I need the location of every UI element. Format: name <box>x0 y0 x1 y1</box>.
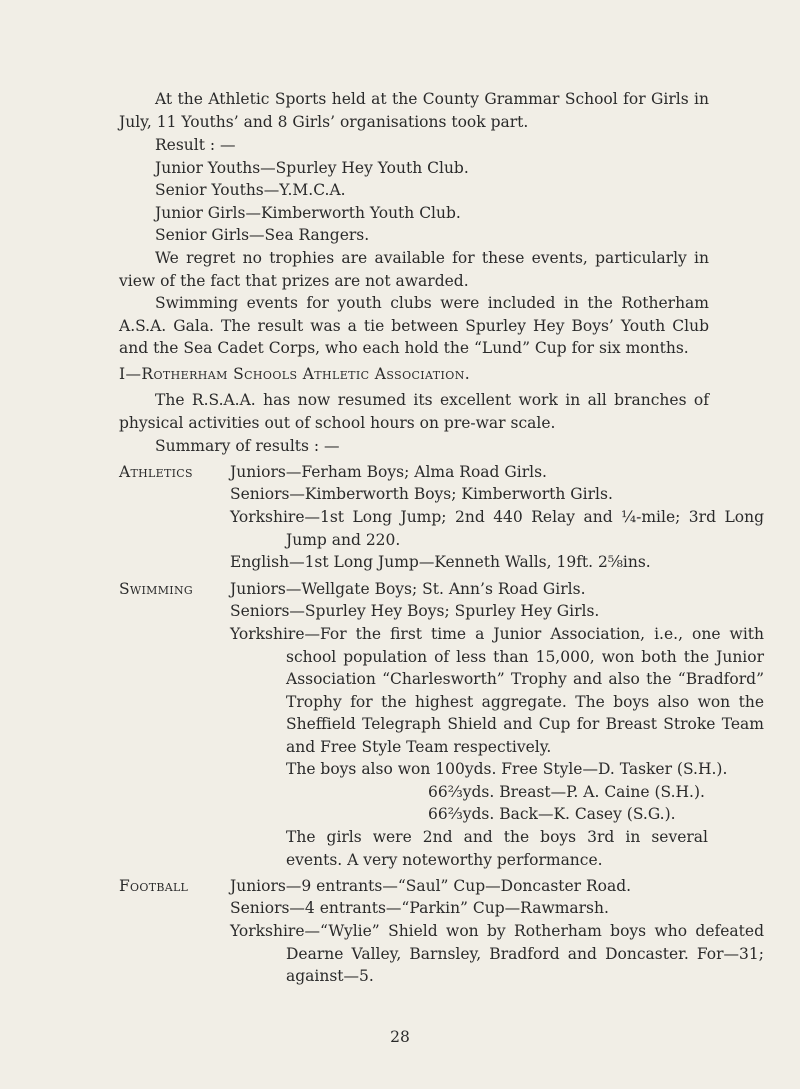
swimming-seniors: Seniors—Spurley Hey Boys; Spurley Hey Girls. <box>230 602 600 620</box>
result-junior-girls: Junior Girls—Kimberworth Youth Club. <box>155 204 461 222</box>
result-junior-youths: Junior Youths—Spurley Hey Youth Club. <box>155 159 469 177</box>
athletics-seniors: Seniors—Kimberworth Boys; Kimberworth Girls. <box>230 485 613 503</box>
athletics-label: Athletics <box>119 463 193 481</box>
swimming-free-style: The boys also won 100yds. Free Style—D. Tasker (S.H.). <box>286 760 728 778</box>
page-number: 28 <box>390 1028 410 1046</box>
swimming-juniors: Juniors—Wellgate Boys; St. Ann’s Road Girls. <box>230 580 586 598</box>
swimming-girls: The girls were 2nd and the boys 3rd in several events. A very noteworthy performance. <box>286 828 708 869</box>
swimming-label: Swimming <box>119 580 193 598</box>
regret-paragraph: We regret no trophies are available for these events, particularly in view of the fact that prizes are not awarded. <box>119 249 709 290</box>
result-senior-youths: Senior Youths—Y.M.C.A. <box>155 181 346 199</box>
football-seniors: Seniors—4 entrants—“Parkin” Cup—Rawmarsh. <box>230 899 609 917</box>
athletics-english: English—1st Long Jump—Kenneth Walls, 19ft. 2⅝ins. <box>230 553 651 571</box>
swimming-back: 66⅔yds. Back—K. Casey (S.G.). <box>428 805 676 823</box>
football-juniors: Juniors—9 entrants—“Saul” Cup—Doncaster Road. <box>230 877 632 895</box>
result-label: Result : — <box>155 136 236 154</box>
intro-paragraph: At the Athletic Sports held at the County Grammar School for Girls in July, 11 Youths’ and 8 Girls’ organisations took part. <box>119 90 709 131</box>
athletics-yorkshire: Yorkshire—1st Long Jump; 2nd 440 Relay and ¼-mile; 3rd Long Jump and 220. <box>230 508 764 549</box>
swimming-breast: 66⅔yds. Breast—P. A. Caine (S.H.). <box>428 783 705 801</box>
rsaa-paragraph: The R.S.A.A. has now resumed its excellent work in all branches of physical activities out of school hours on pre-war scale. <box>119 391 709 432</box>
athletics-juniors: Juniors—Ferham Boys; Alma Road Girls. <box>230 463 547 481</box>
football-yorkshire: Yorkshire—“Wylie” Shield won by Rotherham boys who defeated Dearne Valley, Barnsley, Bradford and Doncaster. For—31; against—5. <box>230 922 764 985</box>
section-heading: I—Rotherham Schools Athletic Association. <box>119 365 471 383</box>
swimming-events-paragraph: Swimming events for youth clubs were included in the Rotherham A.S.A. Gala. The result was a tie between Spurley Hey Boys’ Youth Club and the Sea Cadet Corps, who each hold the “Lund” Cup for six months. <box>119 294 709 357</box>
summary-label: Summary of results : — <box>155 437 340 455</box>
swimming-yorkshire: Yorkshire—For the first time a Junior Association, i.e., one with school population of less than 15,000, won both the Junior Association “Charlesworth” Trophy and also the “Bradford” Trophy for the highest aggregate. The boys also won the Sheffield Telegraph Shield and Cup for Breast Stroke Team and Free Style Team respectively. <box>230 625 764 756</box>
football-label: Football <box>119 877 189 895</box>
result-senior-girls: Senior Girls—Sea Rangers. <box>155 226 370 244</box>
